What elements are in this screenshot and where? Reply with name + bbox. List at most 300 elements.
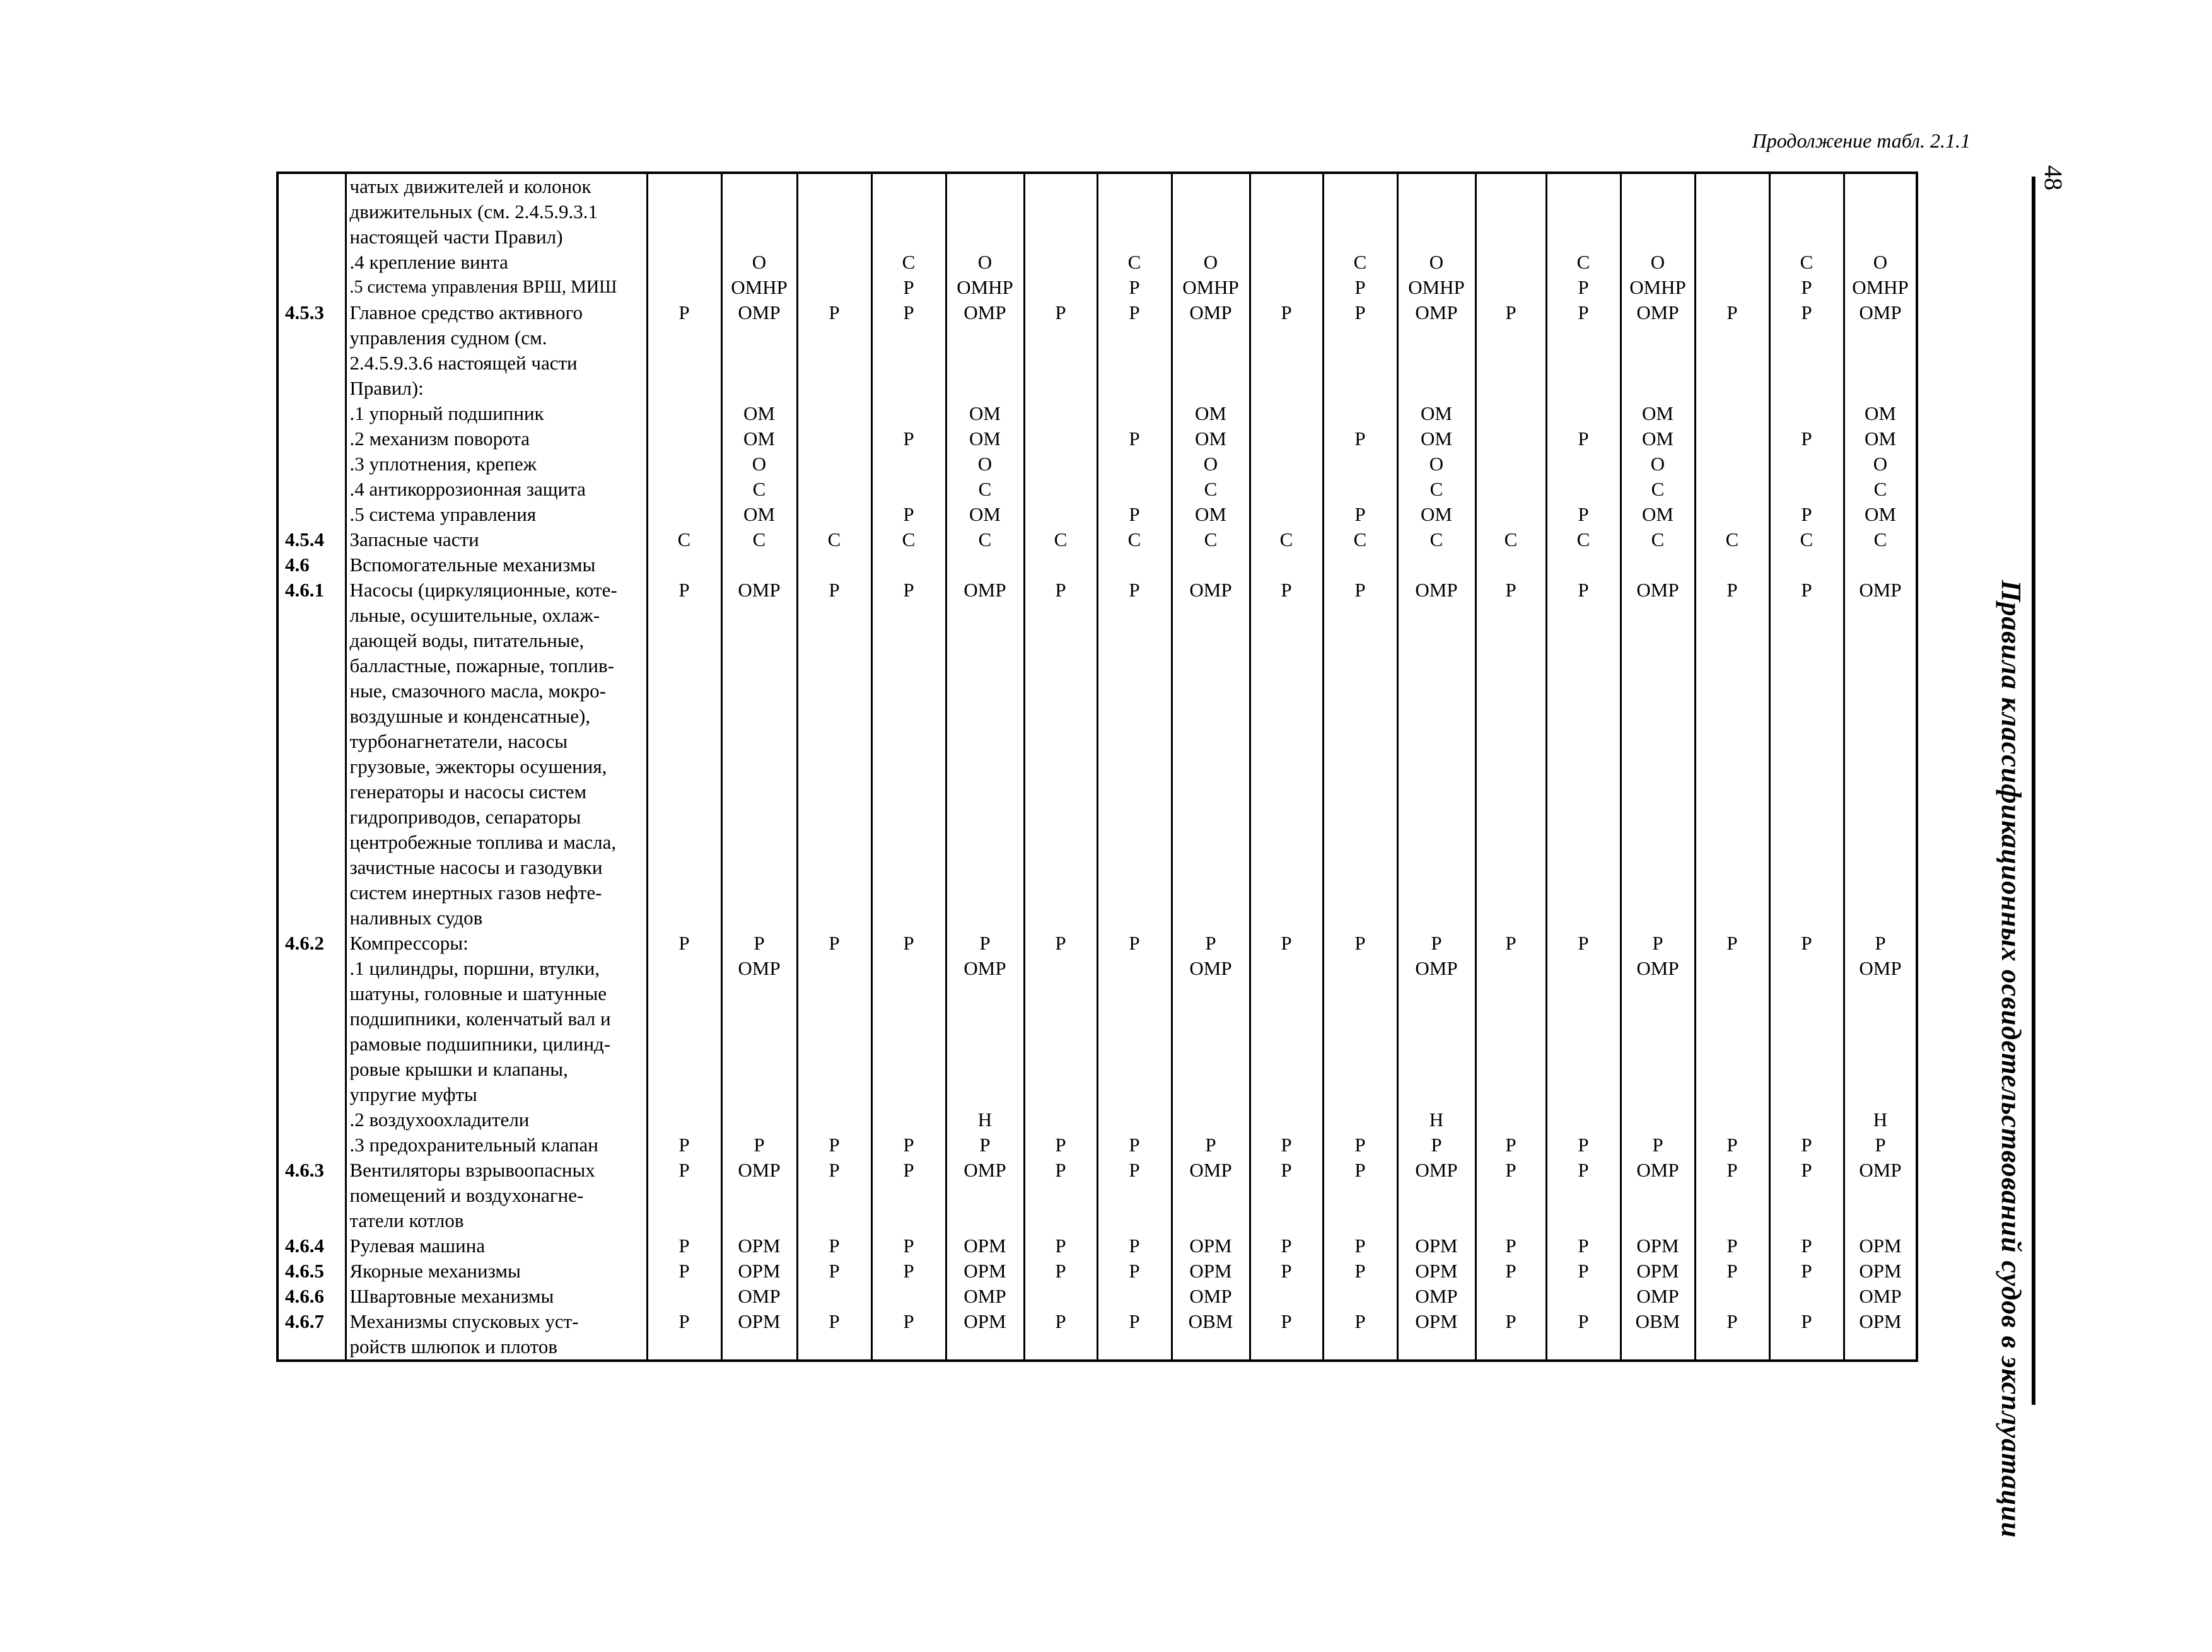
survey-code-cell: [1250, 1334, 1323, 1361]
survey-code-cell: [1844, 224, 1917, 250]
survey-code-cell: [1172, 552, 1250, 578]
survey-code-cell: [721, 603, 797, 628]
survey-code-cell: Р: [1250, 1158, 1323, 1183]
item-description-cell: .3 предохранительный клапан: [346, 1132, 647, 1158]
survey-code-cell: [1172, 1107, 1250, 1132]
survey-code-cell: Р: [1476, 1158, 1546, 1183]
survey-code-cell: [1546, 199, 1621, 224]
item-number-cell: [277, 1334, 346, 1361]
survey-code-cell: [1250, 401, 1323, 426]
item-description-cell: Швартовные механизмы: [346, 1284, 647, 1309]
survey-code-cell: Р: [647, 300, 721, 325]
survey-code-cell: [1546, 325, 1621, 351]
survey-code-cell: [1844, 1057, 1917, 1082]
survey-code-cell: [1546, 956, 1621, 981]
survey-code-cell: [1250, 477, 1323, 502]
survey-code-cell: [1323, 1284, 1397, 1309]
survey-code-cell: [1172, 855, 1250, 880]
survey-code-cell: [1844, 653, 1917, 678]
table-row: [277, 931, 1917, 956]
survey-code-cell: [1546, 552, 1621, 578]
survey-code-cell: [797, 628, 871, 653]
survey-code-cell: [797, 351, 871, 376]
item-number-cell: 4.6.7: [277, 1309, 346, 1334]
survey-code-cell: [1621, 1032, 1695, 1057]
survey-code-cell: О: [1844, 451, 1917, 477]
item-number-cell: [277, 855, 346, 880]
survey-code-cell: [1695, 1183, 1769, 1208]
survey-code-cell: С: [946, 527, 1024, 552]
survey-code-cell: [797, 905, 871, 931]
table-row: [277, 1208, 1917, 1233]
survey-code-cell: [647, 325, 721, 351]
survey-code-cell: Р: [1546, 502, 1621, 527]
survey-code-cell: [647, 1334, 721, 1361]
survey-code-cell: [871, 401, 946, 426]
survey-code-cell: [871, 1006, 946, 1032]
survey-code-cell: [1621, 199, 1695, 224]
survey-code-cell: [1546, 1284, 1621, 1309]
survey-code-cell: [1323, 729, 1397, 754]
survey-code-cell: ОМНР: [1172, 275, 1250, 300]
item-number-cell: [277, 653, 346, 678]
survey-code-cell: Р: [1546, 300, 1621, 325]
survey-code-cell: [1621, 754, 1695, 779]
survey-code-cell: [1769, 830, 1844, 855]
survey-code-cell: [721, 1208, 797, 1233]
table-row: [277, 502, 1917, 527]
survey-code-cell: С: [1097, 250, 1172, 275]
table-row: [277, 1183, 1917, 1208]
survey-code-cell: Р: [1546, 1259, 1621, 1284]
survey-code-cell: [1250, 1107, 1323, 1132]
survey-code-cell: [871, 956, 946, 981]
survey-code-cell: С: [721, 527, 797, 552]
survey-code-cell: [797, 704, 871, 729]
table-row: [277, 477, 1917, 502]
survey-code-cell: [1695, 1208, 1769, 1233]
survey-code-cell: Р: [797, 578, 871, 603]
survey-code-cell: [797, 805, 871, 830]
survey-code-cell: [1024, 880, 1097, 905]
item-description-cell: движительных (см. 2.4.5.9.3.1: [346, 199, 647, 224]
survey-code-cell: [871, 855, 946, 880]
survey-code-cell: [721, 653, 797, 678]
item-description-cell: .4 крепление винта: [346, 250, 647, 275]
survey-code-cell: [797, 325, 871, 351]
survey-code-cell: [721, 704, 797, 729]
survey-code-cell: [1024, 956, 1097, 981]
survey-code-cell: [1546, 754, 1621, 779]
survey-code-cell: [1250, 199, 1323, 224]
survey-code-cell: [1097, 956, 1172, 981]
survey-code-cell: [1621, 1107, 1695, 1132]
survey-code-cell: [1476, 275, 1546, 300]
survey-code-cell: [871, 880, 946, 905]
survey-code-cell: [1476, 830, 1546, 855]
survey-code-cell: [1476, 552, 1546, 578]
survey-code-cell: [1172, 704, 1250, 729]
table-row: [277, 855, 1917, 880]
item-number-cell: [277, 678, 346, 704]
survey-code-cell: [946, 754, 1024, 779]
table-row: [277, 250, 1917, 275]
survey-code-cell: ОМР: [721, 1284, 797, 1309]
survey-code-cell: [1621, 351, 1695, 376]
survey-code-cell: Р: [1097, 300, 1172, 325]
survey-code-cell: [1695, 653, 1769, 678]
survey-code-cell: [871, 805, 946, 830]
table-row: [277, 830, 1917, 855]
survey-code-cell: Р: [871, 1158, 946, 1183]
survey-code-cell: [1397, 199, 1476, 224]
item-number-cell: [277, 956, 346, 981]
survey-code-cell: Р: [1769, 1259, 1844, 1284]
survey-code-cell: [1476, 1006, 1546, 1032]
survey-code-cell: [946, 628, 1024, 653]
item-number-cell: [277, 1006, 346, 1032]
survey-code-cell: Р: [1695, 1233, 1769, 1259]
survey-code-cell: [1476, 376, 1546, 401]
table-row: [277, 325, 1917, 351]
survey-code-cell: [1250, 729, 1323, 754]
item-number-cell: [277, 905, 346, 931]
survey-code-cell: Р: [1097, 502, 1172, 527]
survey-code-cell: [647, 224, 721, 250]
survey-code-cell: ОМР: [946, 1158, 1024, 1183]
survey-code-cell: [1097, 1082, 1172, 1107]
survey-code-cell: [871, 704, 946, 729]
survey-code-cell: ОРМ: [1397, 1309, 1476, 1334]
survey-code-cell: [1172, 199, 1250, 224]
table-row: [277, 1006, 1917, 1032]
survey-code-cell: [1024, 830, 1097, 855]
survey-code-cell: Р: [797, 1309, 871, 1334]
survey-code-cell: [1250, 224, 1323, 250]
survey-code-cell: [1769, 729, 1844, 754]
survey-code-cell: [647, 905, 721, 931]
survey-code-cell: [1024, 401, 1097, 426]
survey-code-cell: Р: [1769, 1132, 1844, 1158]
survey-code-cell: [797, 1183, 871, 1208]
survey-code-cell: [647, 552, 721, 578]
survey-code-cell: ОМР: [1397, 1284, 1476, 1309]
survey-code-cell: [1844, 880, 1917, 905]
survey-code-cell: [1172, 351, 1250, 376]
survey-code-cell: [721, 981, 797, 1006]
survey-code-cell: Р: [797, 1233, 871, 1259]
survey-code-cell: Р: [1323, 426, 1397, 451]
survey-code-cell: [1476, 754, 1546, 779]
table-row: [277, 173, 1917, 199]
survey-code-cell: [946, 905, 1024, 931]
item-number-cell: [277, 779, 346, 805]
survey-code-cell: [1323, 678, 1397, 704]
survey-code-cell: [1172, 173, 1250, 199]
survey-code-cell: [797, 250, 871, 275]
survey-code-cell: ОРМ: [1844, 1233, 1917, 1259]
survey-code-cell: [1844, 905, 1917, 931]
survey-code-cell: [1097, 779, 1172, 805]
survey-code-cell: Р: [1097, 931, 1172, 956]
item-description-cell: дающей воды, питательные,: [346, 628, 647, 653]
table-row: [277, 880, 1917, 905]
survey-code-cell: [647, 880, 721, 905]
survey-code-cell: [946, 1006, 1024, 1032]
survey-code-cell: С: [1621, 527, 1695, 552]
item-number-cell: [277, 1082, 346, 1107]
table-row: [277, 754, 1917, 779]
survey-code-cell: [647, 1082, 721, 1107]
survey-code-cell: [1769, 1284, 1844, 1309]
survey-code-cell: [1844, 552, 1917, 578]
survey-code-cell: [1172, 376, 1250, 401]
item-description-cell: подшипники, коленчатый вал и: [346, 1006, 647, 1032]
survey-code-cell: ОРМ: [1621, 1233, 1695, 1259]
survey-code-cell: [1621, 905, 1695, 931]
survey-code-cell: [871, 224, 946, 250]
survey-code-cell: ОМР: [1621, 578, 1695, 603]
item-number-cell: [277, 1057, 346, 1082]
survey-code-cell: [1844, 325, 1917, 351]
survey-code-cell: [1695, 173, 1769, 199]
survey-code-cell: [1397, 224, 1476, 250]
survey-code-cell: [797, 502, 871, 527]
survey-code-cell: [647, 805, 721, 830]
survey-code-cell: [1621, 1208, 1695, 1233]
survey-code-cell: [1621, 855, 1695, 880]
survey-code-cell: [871, 351, 946, 376]
survey-code-cell: [721, 678, 797, 704]
survey-code-cell: Р: [871, 300, 946, 325]
survey-code-cell: [647, 830, 721, 855]
survey-code-cell: [647, 199, 721, 224]
survey-code-cell: [1250, 779, 1323, 805]
survey-code-cell: [1323, 376, 1397, 401]
survey-code-cell: [1024, 1334, 1097, 1361]
survey-code-cell: [1323, 351, 1397, 376]
survey-code-cell: [1397, 603, 1476, 628]
table-row: [277, 275, 1917, 300]
survey-code-cell: [797, 477, 871, 502]
survey-code-cell: [1097, 805, 1172, 830]
survey-code-cell: [797, 880, 871, 905]
survey-code-cell: [1695, 905, 1769, 931]
survey-code-cell: [647, 426, 721, 451]
survey-code-cell: [1024, 855, 1097, 880]
survey-code-cell: ОМР: [1844, 1158, 1917, 1183]
table-row: [277, 1158, 1917, 1183]
table-row: [277, 628, 1917, 653]
survey-code-cell: [1172, 603, 1250, 628]
survey-code-cell: [1250, 1032, 1323, 1057]
survey-code-cell: [1097, 678, 1172, 704]
survey-code-cell: [946, 199, 1024, 224]
survey-code-cell: [1250, 805, 1323, 830]
survey-code-cell: [871, 1334, 946, 1361]
survey-code-cell: [721, 1107, 797, 1132]
survey-code-cell: [797, 855, 871, 880]
survey-code-cell: [1024, 653, 1097, 678]
survey-code-cell: С: [1323, 250, 1397, 275]
survey-code-cell: [647, 250, 721, 275]
survey-code-cell: Р: [647, 1259, 721, 1284]
survey-code-cell: [1695, 1284, 1769, 1309]
survey-code-cell: [1323, 451, 1397, 477]
survey-code-cell: [1621, 704, 1695, 729]
survey-code-cell: [1323, 1082, 1397, 1107]
survey-code-cell: [1397, 754, 1476, 779]
item-number-cell: 4.5.4: [277, 527, 346, 552]
item-description-cell: шатуны, головные и шатунные: [346, 981, 647, 1006]
survey-code-cell: [1695, 1107, 1769, 1132]
survey-code-cell: [1769, 628, 1844, 653]
survey-code-cell: [1024, 325, 1097, 351]
survey-code-cell: [797, 1057, 871, 1082]
survey-code-cell: [1476, 880, 1546, 905]
item-number-cell: 4.6.1: [277, 578, 346, 603]
item-description-cell: ройств шлюпок и плотов: [346, 1334, 647, 1361]
survey-code-cell: [1097, 855, 1172, 880]
table-row: [277, 401, 1917, 426]
item-description-cell: управления судном (см.: [346, 325, 647, 351]
item-number-cell: 4.6.4: [277, 1233, 346, 1259]
item-number-cell: [277, 451, 346, 477]
survey-code-cell: [1695, 678, 1769, 704]
survey-code-cell: [1097, 199, 1172, 224]
survey-code-cell: Р: [871, 1259, 946, 1284]
survey-code-cell: [1250, 603, 1323, 628]
survey-code-cell: [946, 1183, 1024, 1208]
survey-code-cell: [1323, 830, 1397, 855]
survey-code-cell: [721, 754, 797, 779]
survey-code-cell: [647, 729, 721, 754]
survey-code-cell: [1546, 1032, 1621, 1057]
survey-code-cell: [1844, 1006, 1917, 1032]
survey-code-cell: [871, 552, 946, 578]
survey-code-cell: Р: [1769, 502, 1844, 527]
survey-code-cell: ОМ: [721, 502, 797, 527]
survey-code-cell: ОМР: [721, 300, 797, 325]
survey-code-cell: [1546, 603, 1621, 628]
table-row: [277, 729, 1917, 754]
survey-code-cell: Р: [1097, 1309, 1172, 1334]
survey-code-cell: [1476, 704, 1546, 729]
survey-code-cell: ОРМ: [946, 1309, 1024, 1334]
survey-code-cell: [1546, 224, 1621, 250]
survey-code-cell: [1397, 880, 1476, 905]
survey-code-cell: [1024, 754, 1097, 779]
item-number-cell: [277, 754, 346, 779]
survey-code-cell: С: [721, 477, 797, 502]
survey-code-cell: ОРМ: [1621, 1259, 1695, 1284]
item-description-cell: воздушные и конденсатные),: [346, 704, 647, 729]
survey-code-cell: [647, 653, 721, 678]
survey-code-cell: Р: [797, 1132, 871, 1158]
item-description-cell: турбонагнетатели, насосы: [346, 729, 647, 754]
item-description-cell: .5 система управления: [346, 502, 647, 527]
survey-code-cell: [1250, 1284, 1323, 1309]
survey-code-cell: [1695, 1032, 1769, 1057]
survey-code-cell: Р: [1621, 931, 1695, 956]
survey-code-cell: [1476, 1183, 1546, 1208]
survey-code-cell: [1695, 451, 1769, 477]
survey-code-cell: [1397, 830, 1476, 855]
survey-code-cell: [1323, 1107, 1397, 1132]
survey-code-cell: Р: [1476, 1132, 1546, 1158]
survey-code-cell: [1397, 653, 1476, 678]
survey-code-cell: Р: [871, 1309, 946, 1334]
item-description-cell: Якорные механизмы: [346, 1259, 647, 1284]
survey-code-cell: Р: [871, 578, 946, 603]
survey-code-cell: ОМ: [1621, 426, 1695, 451]
item-number-cell: 4.5.3: [277, 300, 346, 325]
survey-code-cell: Р: [797, 1259, 871, 1284]
survey-code-cell: [1476, 1284, 1546, 1309]
survey-code-cell: ОМ: [1397, 426, 1476, 451]
survey-code-cell: [1476, 1107, 1546, 1132]
survey-code-cell: [1769, 1107, 1844, 1132]
survey-code-cell: [1024, 678, 1097, 704]
survey-code-cell: [1476, 678, 1546, 704]
survey-code-cell: [797, 603, 871, 628]
survey-code-cell: [797, 1032, 871, 1057]
survey-code-cell: [1695, 502, 1769, 527]
survey-code-cell: Р: [1695, 1309, 1769, 1334]
survey-code-cell: [946, 880, 1024, 905]
survey-code-cell: [1172, 1032, 1250, 1057]
survey-code-cell: [946, 1208, 1024, 1233]
survey-code-cell: ОМР: [1172, 300, 1250, 325]
survey-code-cell: [1024, 426, 1097, 451]
table-row: [277, 653, 1917, 678]
survey-code-cell: [1621, 981, 1695, 1006]
survey-code-cell: Р: [1024, 1309, 1097, 1334]
survey-code-cell: ОМ: [1172, 502, 1250, 527]
survey-code-cell: [647, 628, 721, 653]
survey-code-cell: [1695, 325, 1769, 351]
survey-code-cell: Р: [1097, 275, 1172, 300]
survey-code-cell: [1695, 805, 1769, 830]
survey-code-cell: [1323, 1334, 1397, 1361]
survey-code-cell: [1250, 275, 1323, 300]
item-number-cell: [277, 173, 346, 199]
survey-code-cell: Р: [871, 426, 946, 451]
survey-code-cell: [1695, 830, 1769, 855]
survey-code-cell: [1844, 603, 1917, 628]
survey-code-cell: [1695, 855, 1769, 880]
survey-code-cell: [1172, 729, 1250, 754]
survey-code-cell: Р: [1769, 426, 1844, 451]
item-number-cell: [277, 502, 346, 527]
survey-code-cell: [1323, 981, 1397, 1006]
survey-code-cell: ОМР: [1397, 1158, 1476, 1183]
survey-code-cell: О: [1397, 451, 1476, 477]
survey-code-cell: [946, 351, 1024, 376]
table-row: [277, 376, 1917, 401]
item-description-cell: .3 уплотнения, крепеж: [346, 451, 647, 477]
survey-code-cell: [1546, 1082, 1621, 1107]
survey-code-cell: [1250, 628, 1323, 653]
survey-code-cell: Р: [1769, 300, 1844, 325]
survey-code-cell: [1097, 1057, 1172, 1082]
item-number-cell: [277, 199, 346, 224]
item-description-cell: гидроприводов, сепараторы: [346, 805, 647, 830]
survey-code-cell: [1323, 325, 1397, 351]
item-description-cell: настоящей части Правил): [346, 224, 647, 250]
survey-code-cell: [1323, 401, 1397, 426]
item-number-cell: [277, 376, 346, 401]
